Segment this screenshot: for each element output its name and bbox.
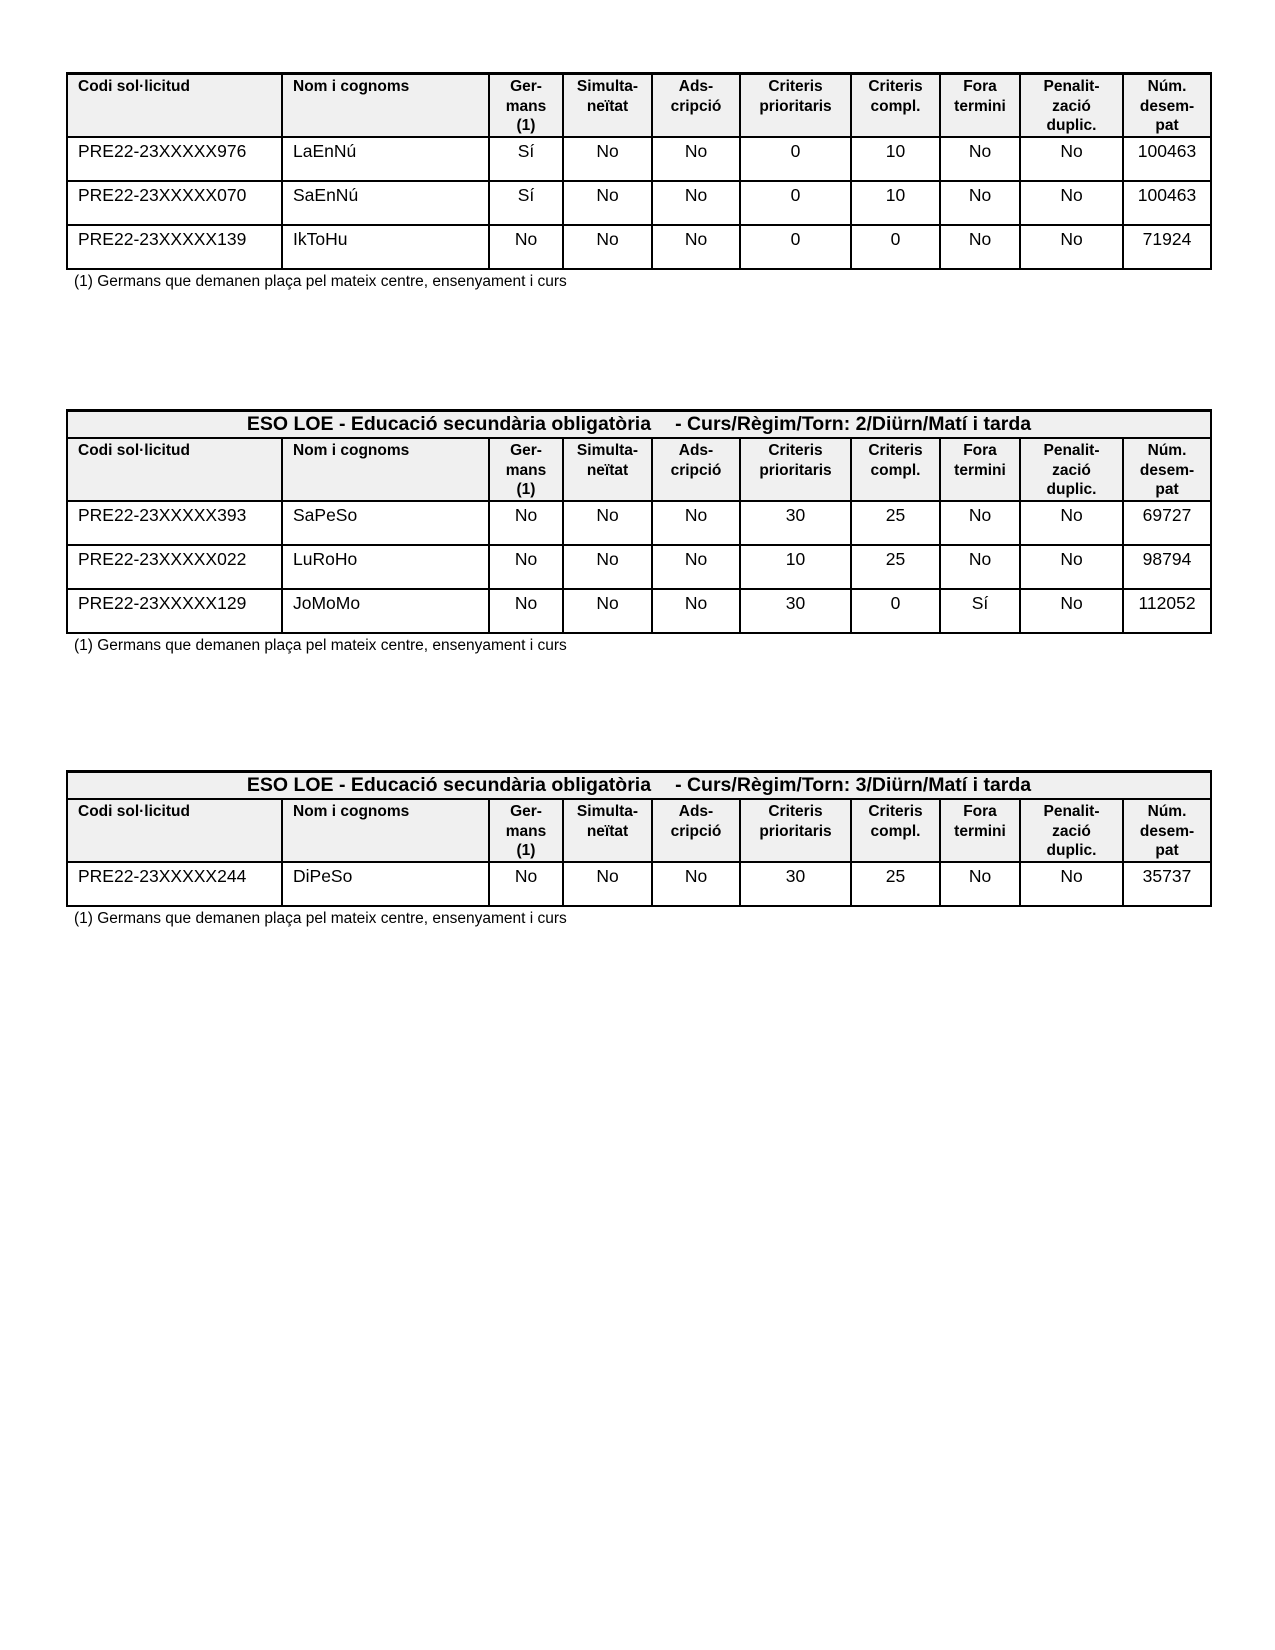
footnote: (1) Germans que demanen plaça pel mateix centre, ensenyament i curs	[74, 909, 567, 927]
cell-adscription: No	[652, 589, 740, 633]
cell-code: PRE22-23XXXXX022	[67, 545, 282, 589]
results-table	[66, 409, 1212, 634]
cell-name: JoMoMo	[282, 589, 489, 633]
header-simultaneity: Simulta- neïtat	[563, 438, 652, 501]
header-row	[67, 438, 1211, 501]
table-title: ESO LOE - Educació secundària obligatòria - Curs/Règim/Torn: 3/Diürn/Matí i tarda	[67, 772, 1211, 800]
cell-complementary: 10	[851, 181, 940, 225]
cell-late: No	[940, 501, 1020, 545]
header-tiebreak-number: Núm. desem- pat	[1123, 438, 1211, 501]
cell-penalty: No	[1020, 545, 1123, 589]
cell-penalty: No	[1020, 589, 1123, 633]
header-complementary-criteria: Criteris compl.	[851, 438, 940, 501]
cell-number: 112052	[1123, 589, 1211, 633]
header-late: Fora termini	[940, 74, 1020, 137]
footnote: (1) Germans que demanen plaça pel mateix centre, ensenyament i curs	[74, 636, 567, 654]
header-tiebreak-number: Núm. desem- pat	[1123, 799, 1211, 862]
cell-penalty: No	[1020, 225, 1123, 269]
cell-siblings: Sí	[489, 181, 563, 225]
cell-simultaneity: No	[563, 589, 652, 633]
cell-code: PRE22-23XXXXX129	[67, 589, 282, 633]
cell-number: 100463	[1123, 137, 1211, 181]
cell-adscription: No	[652, 181, 740, 225]
cell-priority: 30	[740, 589, 851, 633]
cell-priority: 30	[740, 862, 851, 906]
header-penalty: Penalit- zació duplic.	[1020, 799, 1123, 862]
cell-name: LaEnNú	[282, 137, 489, 181]
cell-number: 98794	[1123, 545, 1211, 589]
header-penalty: Penalit- zació duplic.	[1020, 438, 1123, 501]
results-table	[66, 72, 1212, 270]
cell-siblings: No	[489, 225, 563, 269]
results-table	[66, 770, 1212, 907]
header-name: Nom i cognoms	[282, 438, 489, 501]
header-siblings: Ger- mans (1)	[489, 74, 563, 137]
cell-priority: 0	[740, 225, 851, 269]
cell-complementary: 25	[851, 862, 940, 906]
cell-late: No	[940, 181, 1020, 225]
cell-late: Sí	[940, 589, 1020, 633]
table-row	[67, 862, 1211, 906]
table-row	[67, 545, 1211, 589]
header-name: Nom i cognoms	[282, 74, 489, 137]
table-row	[67, 501, 1211, 545]
cell-name: DiPeSo	[282, 862, 489, 906]
header-simultaneity: Simulta- neïtat	[563, 74, 652, 137]
cell-complementary: 0	[851, 225, 940, 269]
table-title-row	[67, 772, 1211, 800]
cell-late: No	[940, 137, 1020, 181]
cell-priority: 0	[740, 137, 851, 181]
table-row	[67, 589, 1211, 633]
cell-simultaneity: No	[563, 862, 652, 906]
header-late: Fora termini	[940, 438, 1020, 501]
cell-siblings: No	[489, 545, 563, 589]
cell-code: PRE22-23XXXXX244	[67, 862, 282, 906]
cell-simultaneity: No	[563, 501, 652, 545]
table-row	[67, 225, 1211, 269]
cell-name: IkToHu	[282, 225, 489, 269]
header-row	[67, 74, 1211, 137]
cell-complementary: 0	[851, 589, 940, 633]
header-tiebreak-number: Núm. desem- pat	[1123, 74, 1211, 137]
cell-siblings: No	[489, 501, 563, 545]
cell-late: No	[940, 225, 1020, 269]
header-late: Fora termini	[940, 799, 1020, 862]
header-code: Codi sol·licitud	[67, 74, 282, 137]
cell-penalty: No	[1020, 181, 1123, 225]
cell-adscription: No	[652, 137, 740, 181]
cell-number: 100463	[1123, 181, 1211, 225]
cell-penalty: No	[1020, 862, 1123, 906]
admissions-table-2	[66, 409, 1210, 655]
cell-code: PRE22-23XXXXX976	[67, 137, 282, 181]
cell-complementary: 25	[851, 545, 940, 589]
cell-adscription: No	[652, 225, 740, 269]
header-row	[67, 799, 1211, 862]
cell-name: LuRoHo	[282, 545, 489, 589]
table-row	[67, 181, 1211, 225]
header-code: Codi sol·licitud	[67, 799, 282, 862]
cell-complementary: 10	[851, 137, 940, 181]
cell-name: SaPeSo	[282, 501, 489, 545]
cell-priority: 10	[740, 545, 851, 589]
footnote: (1) Germans que demanen plaça pel mateix centre, ensenyament i curs	[74, 272, 567, 290]
cell-priority: 0	[740, 181, 851, 225]
header-code: Codi sol·licitud	[67, 438, 282, 501]
header-complementary-criteria: Criteris compl.	[851, 799, 940, 862]
cell-code: PRE22-23XXXXX070	[67, 181, 282, 225]
header-name: Nom i cognoms	[282, 799, 489, 862]
cell-siblings: Sí	[489, 137, 563, 181]
header-priority-criteria: Criteris prioritaris	[740, 438, 851, 501]
cell-penalty: No	[1020, 137, 1123, 181]
cell-siblings: No	[489, 589, 563, 633]
cell-siblings: No	[489, 862, 563, 906]
cell-adscription: No	[652, 501, 740, 545]
cell-simultaneity: No	[563, 181, 652, 225]
admissions-table-3	[66, 770, 1210, 928]
header-priority-criteria: Criteris prioritaris	[740, 74, 851, 137]
table-title-row	[67, 411, 1211, 439]
header-adscription: Ads- cripció	[652, 74, 740, 137]
header-siblings: Ger- mans (1)	[489, 799, 563, 862]
table-row	[67, 137, 1211, 181]
cell-name: SaEnNú	[282, 181, 489, 225]
cell-adscription: No	[652, 862, 740, 906]
cell-number: 69727	[1123, 501, 1211, 545]
header-simultaneity: Simulta- neïtat	[563, 799, 652, 862]
cell-priority: 30	[740, 501, 851, 545]
cell-complementary: 25	[851, 501, 940, 545]
cell-late: No	[940, 862, 1020, 906]
header-penalty: Penalit- zació duplic.	[1020, 74, 1123, 137]
header-adscription: Ads- cripció	[652, 799, 740, 862]
header-complementary-criteria: Criteris compl.	[851, 74, 940, 137]
cell-code: PRE22-23XXXXX393	[67, 501, 282, 545]
cell-number: 71924	[1123, 225, 1211, 269]
cell-code: PRE22-23XXXXX139	[67, 225, 282, 269]
admissions-table-1	[66, 72, 1210, 291]
header-adscription: Ads- cripció	[652, 438, 740, 501]
cell-simultaneity: No	[563, 545, 652, 589]
cell-adscription: No	[652, 545, 740, 589]
cell-late: No	[940, 545, 1020, 589]
cell-simultaneity: No	[563, 137, 652, 181]
header-siblings: Ger- mans (1)	[489, 438, 563, 501]
header-priority-criteria: Criteris prioritaris	[740, 799, 851, 862]
cell-penalty: No	[1020, 501, 1123, 545]
cell-number: 35737	[1123, 862, 1211, 906]
table-title: ESO LOE - Educació secundària obligatòria - Curs/Règim/Torn: 2/Diürn/Matí i tarda	[67, 411, 1211, 439]
cell-simultaneity: No	[563, 225, 652, 269]
